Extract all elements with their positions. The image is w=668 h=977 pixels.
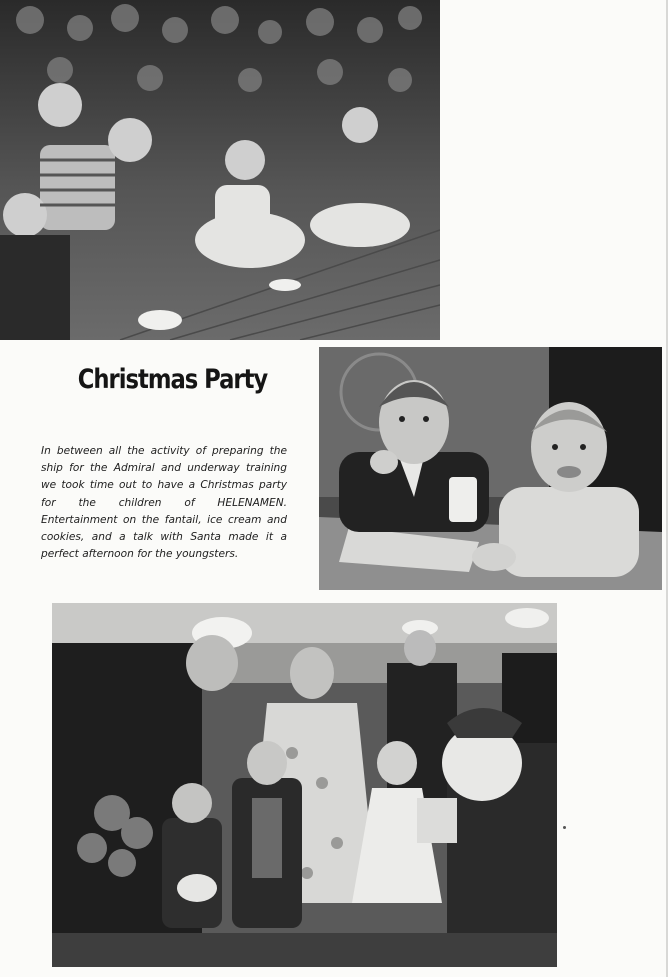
print-speck [563,826,566,829]
page-heading: Christmas Party [77,364,268,395]
caption-text: In between all the activity of preparing the ship for the Admiral and underway training we took time out to have a Christmas party for the children of HELENAMEN. Entertainment on the fantail, ice cream and cookies, and a talk with Santa made it a perfect afternoon for the youngsters. [41,445,287,561]
photo-children-crowd [0,0,440,340]
photo-boys-ice-cream [319,347,662,590]
photo-santa-children [52,603,557,967]
